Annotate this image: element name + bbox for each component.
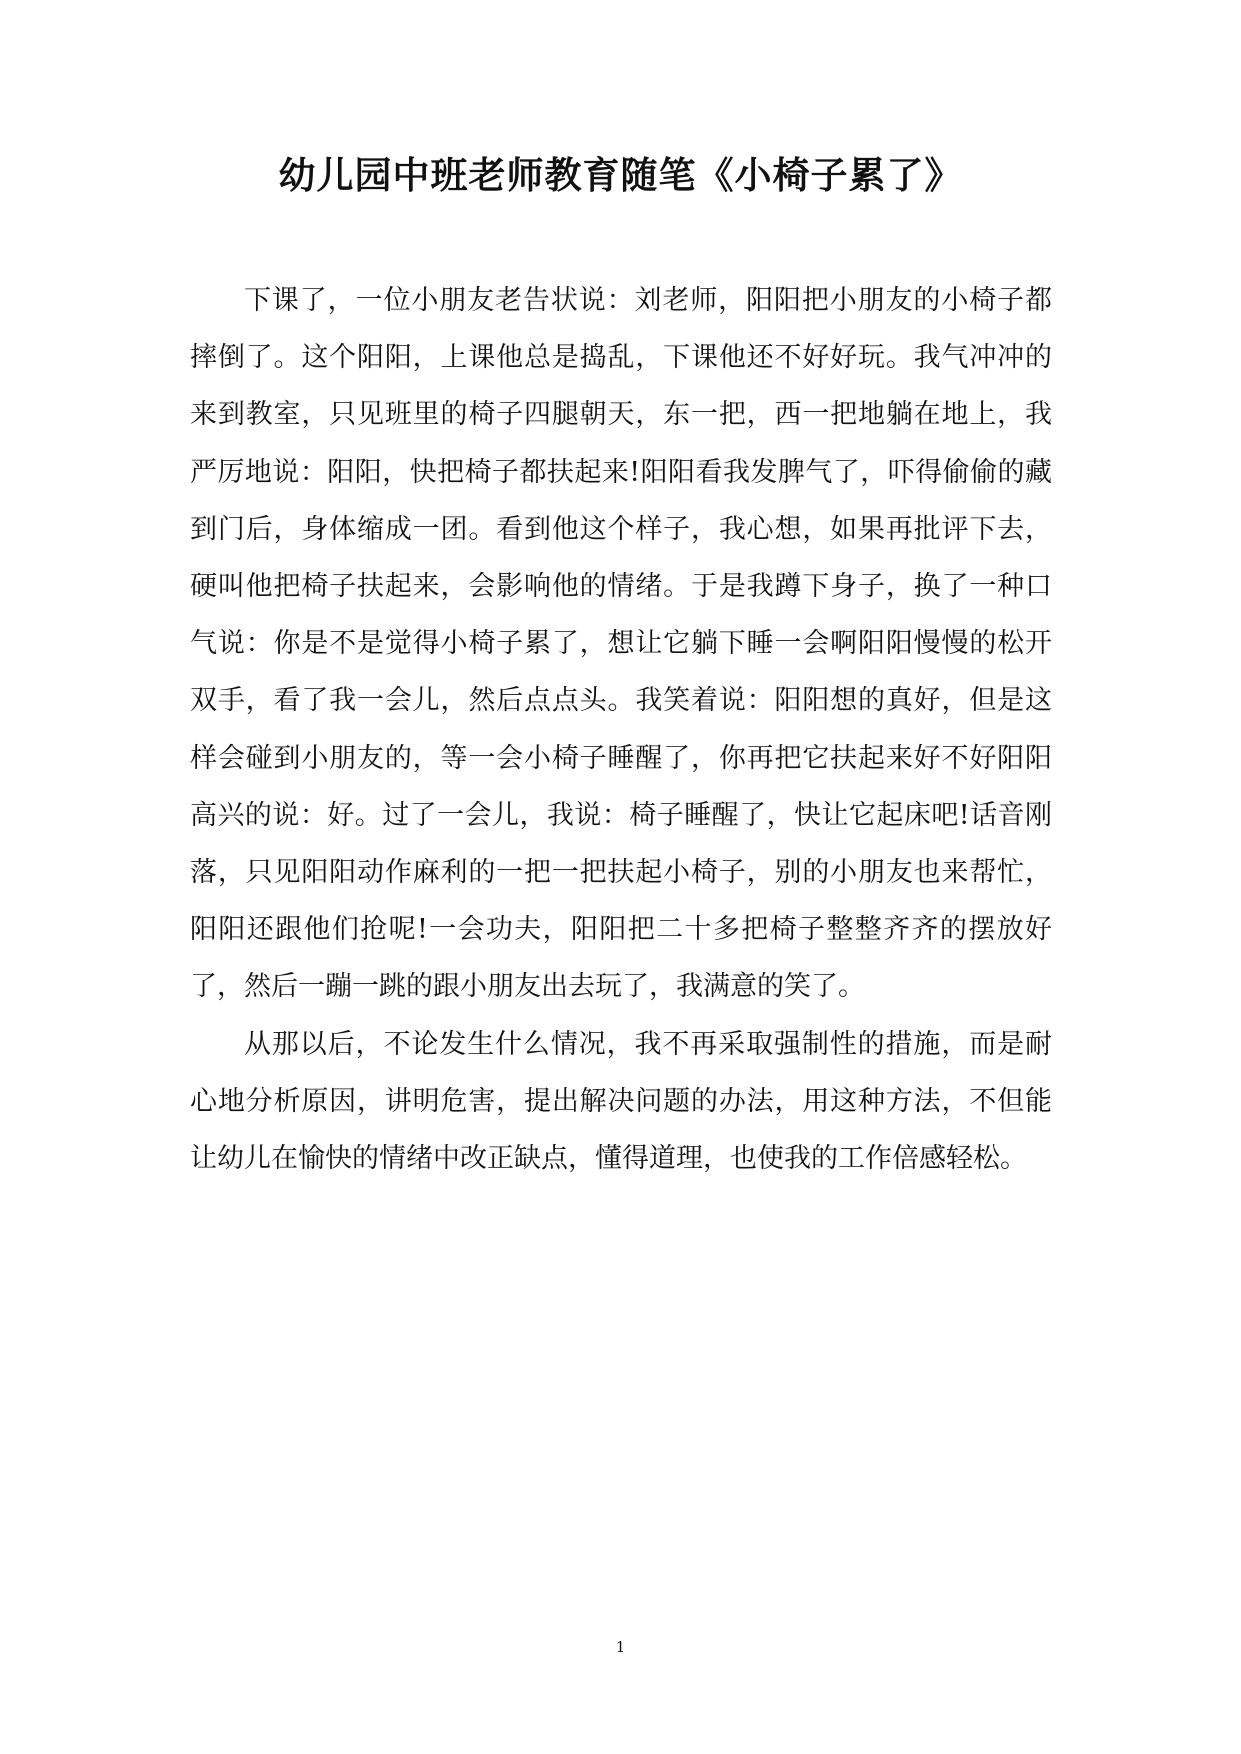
document-title: 幼儿园中班老师教育随笔《小椅子累了》 bbox=[278, 153, 963, 197]
document-body bbox=[190, 272, 1052, 1187]
page-number: 1 bbox=[615, 1638, 626, 1656]
paragraph-1: 下课了，一位小朋友老告状说：刘老师，阳阳把小朋友的小椅子都摔倒了。这个阳阳，上课他总是捣乱，下课他还不好好玩。我气冲冲的来到教室，只见班里的椅子四腿朝天，东一把，西一把地躺在地上，我严厉地说：阳阳，快把椅子都扶起来!阳阳看我发脾气了，吓得偷偷的藏到门后，身体缩成一团。看到他这个样子，我心想，如果再批评下去，硬叫他把椅子扶起来，会影响他的情绪。于是我蹲下身子，换了一种口气说：你是不是觉得小椅子累了，想让它躺下睡一会啊阳阳慢慢的松开双手，看了我一会儿，然后点点头。我笑着说：阳阳想的真好，但是这样会碰到小朋友的，等一会小椅子睡醒了，你再把它扶起来好不好阳阳高兴的说：好。过了一会儿，我说：椅子睡醒了，快让它起床吧!话音刚落，只见阳阳动作麻利的一把一把扶起小椅子，别的小朋友也来帮忙，阳阳还跟他们抢呢!一会功夫，阳阳把二十多把椅子整整齐齐的摆放好了，然后一蹦一跳的跟小朋友出去玩了，我满意的笑了。 bbox=[190, 285, 1052, 1003]
paragraph-2: 从那以后，不论发生什么情况，我不再采取强制性的措施，而是耐心地分析原因，讲明危害，提出解决问题的办法，用这种方法，不但能让幼儿在愉快的情绪中改正缺点，懂得道理，也使我的工作倍感轻松。 bbox=[190, 1028, 1052, 1175]
